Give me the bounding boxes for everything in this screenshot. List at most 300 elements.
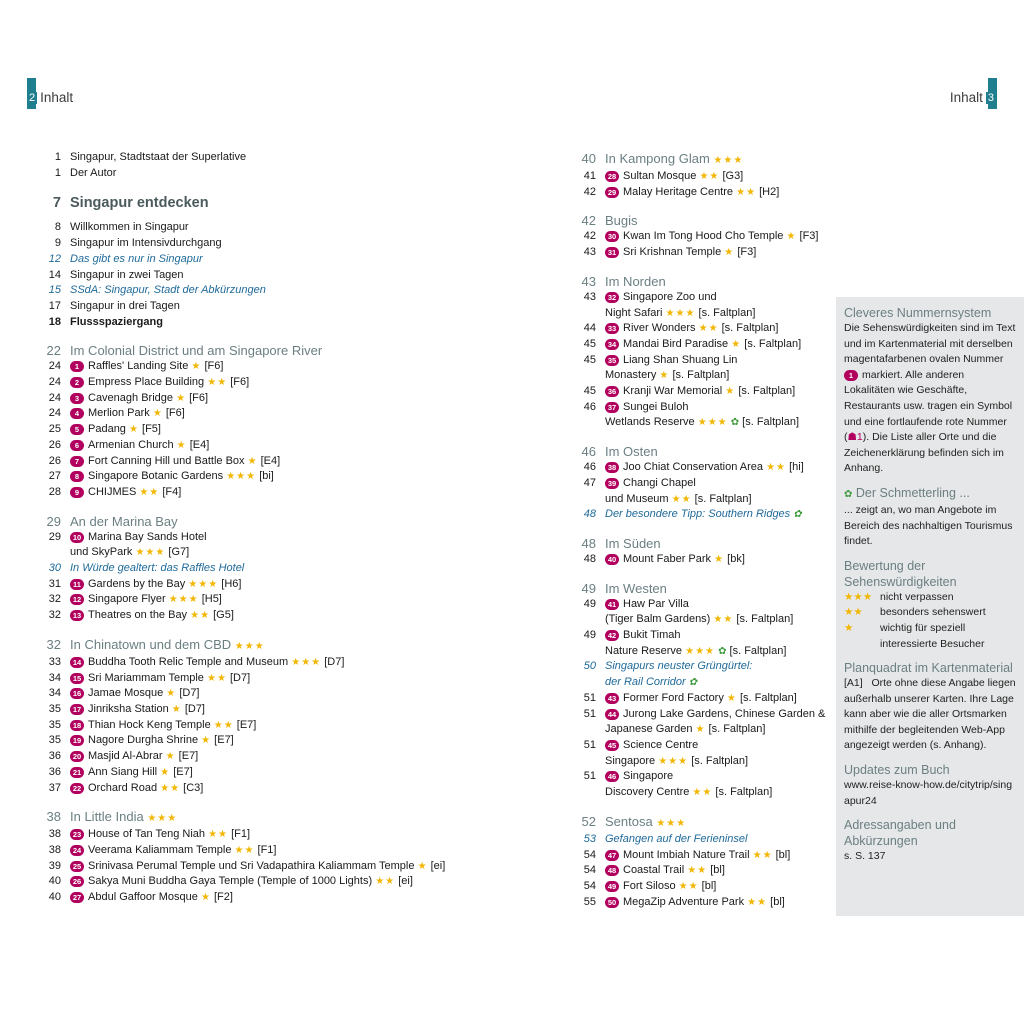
rating-title: Bewertung der Sehenswürdigkeiten xyxy=(844,558,957,589)
sight-number-badge: 25 xyxy=(70,861,84,872)
star-rating-icon: ★ xyxy=(152,408,163,420)
entry-content xyxy=(605,675,825,691)
entry-content xyxy=(70,236,500,252)
toc-entry xyxy=(40,299,500,315)
sight-number-badge: 5 xyxy=(70,424,84,435)
map-reference: [E4] xyxy=(189,438,210,451)
entry-title: und SkyPark xyxy=(70,546,133,559)
map-reference: [bi] xyxy=(259,470,274,483)
toc-entry xyxy=(40,592,500,608)
entry-content xyxy=(605,895,825,911)
star-rating-icon: ★ xyxy=(724,247,735,259)
entry-title: House of Tan Teng Niah xyxy=(88,828,206,841)
star-rating-icon: ★★ xyxy=(766,462,787,474)
entry-content xyxy=(70,252,500,268)
toc-entry xyxy=(40,375,500,391)
page-number: 54 xyxy=(583,864,596,877)
toc-entry xyxy=(40,827,500,843)
entry-content xyxy=(70,843,500,859)
grid-title: Planquadrat im Kartenmaterial xyxy=(844,661,1013,676)
entry-content xyxy=(70,671,500,687)
left-page-number: 2 xyxy=(29,92,36,104)
rating-text: wichtig für speziell interessierte Besucher xyxy=(880,621,985,650)
toc-entry xyxy=(40,166,500,182)
sight-number-badge: 31 xyxy=(605,247,619,258)
sight-number-badge: 44 xyxy=(605,709,619,720)
entry-content xyxy=(605,460,825,476)
entry-content xyxy=(70,608,500,624)
toc-entry xyxy=(40,359,500,375)
sight-number-badge: 46 xyxy=(605,771,619,782)
page-number: 17 xyxy=(48,299,61,312)
star-rating-icon: ★ xyxy=(695,724,706,736)
map-reference: [s. Faltplan] xyxy=(729,644,787,657)
entry-content xyxy=(605,321,825,337)
toc-entry xyxy=(575,476,825,492)
entry-content xyxy=(70,718,500,734)
toc-entry xyxy=(575,337,825,353)
entry-title: Singapur in drei Tagen xyxy=(70,299,180,312)
entry-title: Singapore Zoo und xyxy=(623,290,717,303)
entry-title: Fort Siloso xyxy=(623,879,676,892)
toc-entry xyxy=(575,460,825,476)
toc-entry xyxy=(40,469,500,485)
toc-entry xyxy=(575,597,825,613)
star-rating-icon: ★★ xyxy=(736,186,757,198)
page-number: 35 xyxy=(48,718,61,731)
entry-title: Haw Par Villa xyxy=(623,597,689,610)
page-number: 45 xyxy=(583,337,596,350)
entry-title: In Kampong Glam xyxy=(605,151,710,166)
toc-entry xyxy=(575,353,825,369)
map-reference: [C3] xyxy=(183,781,204,794)
toc-entry xyxy=(40,655,500,671)
sight-number-badge: 34 xyxy=(605,339,619,350)
star-rating-icon: ★★ xyxy=(160,782,181,794)
toc-entry xyxy=(575,785,825,801)
entry-content xyxy=(70,530,500,546)
rating-text: besonders sehenswert xyxy=(880,606,986,619)
page-number: 49 xyxy=(583,597,596,610)
star-rating-icon: ★★ xyxy=(678,880,699,892)
star-rating-icon: ★★★ xyxy=(168,594,199,606)
toc-entry xyxy=(575,754,825,770)
page-number: 12 xyxy=(48,252,61,265)
tip-entry xyxy=(575,507,825,523)
butterfly-icon: ✿ xyxy=(718,645,727,657)
page-number: 46 xyxy=(583,400,596,413)
sight-number-badge: 7 xyxy=(70,456,84,467)
star-rating-icon: ★ xyxy=(171,703,182,715)
map-reference: [s. Faltplan] xyxy=(694,492,752,505)
entry-content xyxy=(605,212,825,229)
star-rating-icon: ★ xyxy=(725,386,736,398)
star-rating-icon: ★★★ xyxy=(697,417,728,429)
map-reference: [ei] xyxy=(430,859,446,872)
map-reference: [H5] xyxy=(201,593,222,606)
entry-content xyxy=(605,169,825,185)
page-number: 24 xyxy=(48,407,61,420)
entry-title: Fort Canning Hill und Battle Box xyxy=(88,454,245,467)
entry-title: Der besondere Tipp: Southern Ridges xyxy=(605,508,791,521)
page-number: 51 xyxy=(583,707,596,720)
page-number: 45 xyxy=(583,353,596,366)
map-reference: [F6] xyxy=(189,391,209,404)
map-reference: [s. Faltplan] xyxy=(738,385,796,398)
page-number: 46 xyxy=(581,444,596,460)
map-reference: [s. Faltplan] xyxy=(715,786,773,799)
entry-title: Changi Chapel xyxy=(623,476,696,489)
page-number: 48 xyxy=(583,552,596,565)
toc-entry xyxy=(40,454,500,470)
page-number: 27 xyxy=(48,470,61,483)
entry-content xyxy=(605,722,825,738)
entry-content xyxy=(70,268,500,284)
entry-title: In Würde gealtert: das Raffles Hotel xyxy=(70,562,245,575)
toc-entry xyxy=(40,671,500,687)
entry-title: In Little India xyxy=(70,809,144,825)
page-number: 54 xyxy=(583,879,596,892)
page-number: 41 xyxy=(583,170,596,182)
sight-number-badge: 28 xyxy=(605,171,619,182)
entry-content xyxy=(605,150,825,169)
star-rating-icon: ★★★ xyxy=(665,307,696,319)
page-number: 26 xyxy=(48,454,61,467)
sight-number-badge: 14 xyxy=(70,657,84,668)
entry-content xyxy=(70,890,500,906)
entry-title: Das gibt es nur in Singapur xyxy=(70,252,203,265)
grid-code: [A1] xyxy=(844,677,863,690)
butterfly-icon: ✿ xyxy=(688,677,698,689)
butterfly-icon: ✿ xyxy=(730,417,740,429)
star-rating-icon: ★ xyxy=(129,424,139,436)
star-rating-icon: ★ xyxy=(176,439,187,451)
map-reference: [F1] xyxy=(231,828,251,841)
sight-number-badge: 18 xyxy=(70,720,84,731)
toc-entry xyxy=(40,577,500,593)
map-reference: [E7] xyxy=(236,718,257,731)
toc-entry xyxy=(575,306,825,322)
toc-entry xyxy=(575,691,825,707)
star-rating-icon: ★★ xyxy=(699,171,720,182)
sight-number-badge: 41 xyxy=(605,599,619,610)
rating-text: nicht verpassen xyxy=(880,590,954,603)
entry-title: Merlion Park xyxy=(88,407,150,420)
entry-content xyxy=(70,561,500,577)
entry-title: Armenian Church xyxy=(88,438,174,451)
entry-title: CHIJMES xyxy=(88,485,137,498)
toc-entry xyxy=(575,552,825,568)
sight-number-badge: 19 xyxy=(70,735,84,746)
entry-title: Science Centre xyxy=(623,738,699,751)
star-rating-icon: ★ xyxy=(176,392,187,404)
map-reference: [bl] xyxy=(701,879,717,892)
star-rating-icon: ★★★ xyxy=(147,813,178,825)
map-reference: [F3] xyxy=(737,246,757,259)
entry-content xyxy=(605,273,825,290)
entry-content xyxy=(70,859,500,875)
updates-link[interactable]: www.reise-know-how.de/citytrip/singapur24 xyxy=(844,779,1013,807)
entry-content xyxy=(70,375,500,391)
entry-content xyxy=(605,785,825,801)
entry-title: Im Norden xyxy=(605,273,666,289)
entry-title: Coastal Trail xyxy=(623,864,685,877)
map-reference: [F6] xyxy=(165,407,185,420)
map-reference: [ei] xyxy=(398,875,413,888)
page-number: 52 xyxy=(581,813,596,829)
sight-number-badge: 33 xyxy=(605,323,619,334)
sight-number-badge: 49 xyxy=(605,881,619,892)
map-reference: [D7] xyxy=(179,687,200,700)
entry-title: Joo Chiat Conservation Area xyxy=(623,461,764,474)
entry-title: Im Colonial District und am Singapore River xyxy=(70,343,323,359)
star-rating-icon: ★ xyxy=(417,860,428,872)
entry-title: Mandai Bird Paradise xyxy=(623,337,729,350)
star-rating-icon: ★★ xyxy=(213,719,234,731)
sight-number-badge: 47 xyxy=(605,850,619,861)
entry-title: Jinriksha Station xyxy=(88,702,169,715)
toc-entry xyxy=(40,733,500,749)
page-number: 14 xyxy=(48,268,61,281)
map-reference: [s. Faltplan] xyxy=(698,306,756,319)
star-rating-icon: ★★ xyxy=(698,323,719,335)
star-rating-icon: ★★ xyxy=(190,610,211,622)
entry-content xyxy=(70,874,500,890)
toc-entry xyxy=(40,485,500,501)
entry-title: Jamae Mosque xyxy=(88,687,164,700)
toc-entry xyxy=(40,236,500,252)
addresses-title: Adressangaben und Abkürzungen xyxy=(844,818,956,849)
entry-title: Japanese Garden xyxy=(605,723,693,736)
middle-toc-column xyxy=(575,150,825,910)
section-heading xyxy=(575,443,825,460)
entry-title: Abdul Gaffoor Mosque xyxy=(88,891,198,904)
toc-entry xyxy=(575,612,825,628)
page-number: 38 xyxy=(48,843,61,856)
left-header-title: Inhalt xyxy=(40,90,74,105)
star-rating-icon: ★★ xyxy=(692,787,713,799)
star-rating-icon: ★★ xyxy=(752,849,773,861)
entry-content xyxy=(70,299,500,315)
entry-title: Singapore xyxy=(623,770,674,783)
page-number: 38 xyxy=(48,828,61,841)
example-badge: 1 xyxy=(844,370,858,381)
toc-entry xyxy=(40,702,500,718)
page-number: 48 xyxy=(583,508,596,521)
map-reference: [E7] xyxy=(173,765,193,778)
toc-entry xyxy=(40,718,500,734)
toc-entry xyxy=(575,415,825,431)
map-reference: [s. Faltplan] xyxy=(739,691,797,704)
butterfly-text: ... zeigt an, wo man Angebote im Bereich des nachhaltigen Tourismus findet. xyxy=(844,503,1013,548)
toc-entry xyxy=(575,169,825,185)
numbering-text-2: markiert. Alle anderen Lokalitäten wie Geschäfte, Restaurants usw. tragen ein Symbol und eine fortlaufende rote Nummer ( xyxy=(844,368,1013,444)
toc-entry xyxy=(40,781,500,797)
entry-content xyxy=(605,754,825,770)
entry-title: Kwan Im Tong Hood Cho Temple xyxy=(623,230,784,243)
entry-content xyxy=(605,368,825,384)
star-rating-icon: ★★ xyxy=(207,377,228,389)
entry-content xyxy=(605,832,825,848)
star-rating-icon: ★★★ xyxy=(658,755,689,767)
entry-title: Bugis xyxy=(605,213,638,229)
page-number: 38 xyxy=(46,809,61,825)
page-number: 40 xyxy=(581,151,596,166)
toc-entry xyxy=(40,391,500,407)
map-reference: [H2] xyxy=(759,185,780,198)
toc-entry xyxy=(40,422,500,438)
entry-title: Theatres on the Bay xyxy=(88,609,188,622)
entry-title: Empress Place Building xyxy=(88,376,205,389)
toc-entry xyxy=(575,245,825,261)
entry-title: Singapore Flyer xyxy=(88,593,166,606)
page-number: 22 xyxy=(46,343,61,359)
entry-title: Im Westen xyxy=(605,580,667,596)
toc-entry xyxy=(40,220,500,236)
entry-content xyxy=(70,359,500,375)
map-reference: [s. Faltplan] xyxy=(691,754,749,767)
entry-content xyxy=(70,283,500,299)
page-number: 43 xyxy=(583,290,596,303)
sight-number-badge: 40 xyxy=(605,554,619,565)
page-number: 25 xyxy=(48,423,61,436)
sight-number-badge: 27 xyxy=(70,892,84,903)
entry-content xyxy=(70,827,500,843)
toc-entry xyxy=(40,150,500,166)
numbering-title: Cleveres Nummernsystem xyxy=(844,306,992,320)
star-rating-icon: ★ xyxy=(247,455,258,467)
entry-content xyxy=(605,707,825,723)
page-number: 44 xyxy=(583,322,596,335)
page-number: 8 xyxy=(54,221,61,234)
entry-content xyxy=(70,636,500,655)
page-number: 24 xyxy=(48,376,61,389)
map-reference: [D7] xyxy=(324,655,345,668)
map-reference: [E7] xyxy=(178,750,199,763)
entry-content xyxy=(605,507,825,523)
entry-title: Bukit Timah xyxy=(623,629,681,642)
right-header-title: Inhalt xyxy=(949,90,983,105)
page-number: 40 xyxy=(48,891,61,904)
star-rating-icon: ★★ xyxy=(208,829,229,841)
sight-number-badge: 22 xyxy=(70,783,84,794)
star-rating-icon: ★ xyxy=(714,553,725,565)
entry-content xyxy=(70,406,500,422)
entry-title: Singapur, Stadtstaat der Superlative xyxy=(70,151,247,163)
page-number: 7 xyxy=(52,195,61,212)
entry-title: Singapurs neuster Grüngürtel: xyxy=(605,660,753,673)
page-number: 26 xyxy=(48,438,61,451)
star-rating-icon: ★★ xyxy=(139,486,160,498)
toc-entry xyxy=(40,749,500,765)
entry-title: Liang Shan Shuang Lin xyxy=(623,353,738,366)
entry-content xyxy=(605,769,825,785)
entry-content xyxy=(70,485,500,501)
left-toc-column xyxy=(40,150,500,906)
page-number: 35 xyxy=(48,734,61,747)
entry-content xyxy=(605,229,825,245)
entry-content xyxy=(605,644,825,660)
entry-content xyxy=(70,577,500,593)
page-number: 24 xyxy=(48,360,61,373)
map-reference: [G3] xyxy=(722,170,744,182)
entry-content xyxy=(605,848,825,864)
sight-number-badge: 4 xyxy=(70,408,84,419)
star-rating-icon: ★★ xyxy=(687,865,708,877)
page-number: 39 xyxy=(48,859,61,872)
page-number: 36 xyxy=(48,750,61,763)
map-reference: [s. Faltplan] xyxy=(672,369,730,382)
tip-entry xyxy=(575,659,825,675)
entry-title: Orchard Road xyxy=(88,781,158,794)
entry-content xyxy=(70,592,500,608)
star-icon: ★★★ xyxy=(844,590,873,603)
entry-title: Willkommen in Singapur xyxy=(70,221,189,234)
updates-title: Updates zum Buch xyxy=(844,763,950,778)
grid-description: Orte ohne diese Angabe liegen außerhalb unserer Karten. Ihre Lage kann aber wie die aller Ortsmarken mithilfe der begleitenden Web-App angezeigt werden (s. Anhang). xyxy=(844,677,1016,752)
page-number: 9 xyxy=(54,237,61,250)
sight-number-badge: 30 xyxy=(605,231,619,242)
page-number: 24 xyxy=(48,391,61,404)
toc-entry xyxy=(40,859,500,875)
sight-number-badge: 42 xyxy=(605,630,619,641)
toc-entry xyxy=(575,895,825,911)
entry-title: Mount Imbiah Nature Trail xyxy=(623,848,750,861)
entry-content xyxy=(605,612,825,628)
entry-title: Singapur entdecken xyxy=(70,195,209,212)
entry-content xyxy=(605,290,825,306)
rating-row-1 xyxy=(844,621,1016,652)
sight-number-badge: 43 xyxy=(605,693,619,704)
sight-number-badge: 10 xyxy=(70,532,84,543)
chapter-heading xyxy=(40,195,500,212)
page-number: 54 xyxy=(583,848,596,861)
entry-title: Singapur im Intensivdurchgang xyxy=(70,237,222,250)
entry-title: Sultan Mosque xyxy=(623,170,697,182)
toc-entry xyxy=(575,628,825,644)
entry-title: Former Ford Factory xyxy=(623,691,724,704)
entry-content xyxy=(605,492,825,508)
section-heading xyxy=(575,212,825,229)
star-rating-icon: ★★★ xyxy=(135,547,166,559)
star-icon: ★ xyxy=(844,621,854,634)
star-rating-icon: ★★★ xyxy=(291,656,322,668)
sight-number-badge: 15 xyxy=(70,673,84,684)
sight-number-badge: 16 xyxy=(70,688,84,699)
entry-content xyxy=(605,659,825,675)
page-number: 29 xyxy=(48,530,61,543)
toc-entry xyxy=(575,722,825,738)
star-rating-icon: ★ xyxy=(200,892,211,904)
entry-content xyxy=(605,245,825,261)
page-number: 49 xyxy=(581,580,596,596)
entry-content xyxy=(605,691,825,707)
entry-content xyxy=(605,628,825,644)
sight-number-badge: 6 xyxy=(70,440,84,451)
entry-content xyxy=(70,469,500,485)
butterfly-icon: ✿ xyxy=(844,488,853,500)
map-reference: [s. Faltplan] xyxy=(744,337,802,350)
map-reference: [F4] xyxy=(162,485,182,498)
page-number: 43 xyxy=(583,246,596,259)
star-rating-icon: ★★★ xyxy=(226,471,257,483)
toc-entry xyxy=(575,738,825,754)
toc-entry xyxy=(575,879,825,895)
entry-content xyxy=(605,337,825,353)
page-number: 1 xyxy=(54,151,61,163)
star-rating-icon: ★ xyxy=(786,231,797,243)
star-rating-icon: ★ xyxy=(166,688,177,700)
